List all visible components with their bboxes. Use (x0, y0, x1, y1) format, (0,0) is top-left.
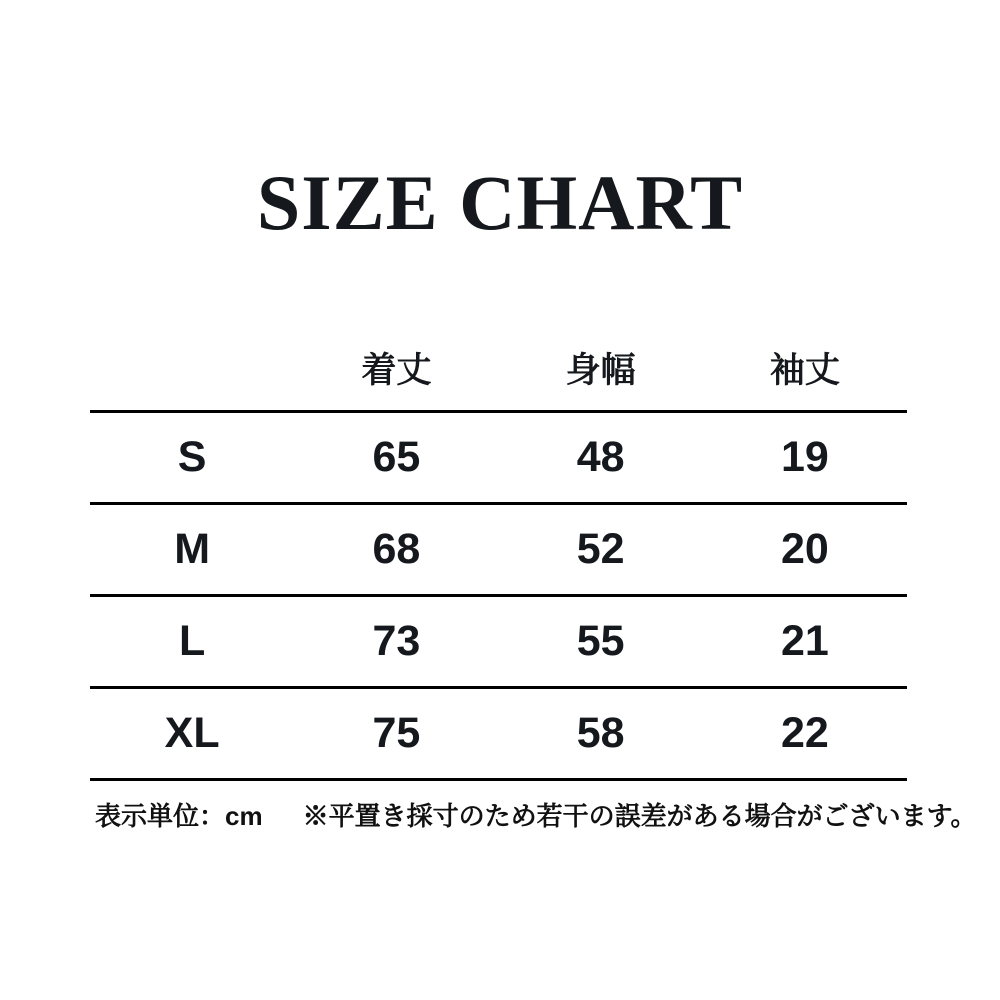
size-label: XL (164, 709, 220, 757)
sleeve-length-value: 22 (780, 709, 829, 757)
table-row-xl (90, 689, 907, 781)
sleeve-length-value: 20 (780, 525, 829, 573)
footer-notes (95, 796, 977, 833)
body-width-value: 48 (576, 433, 625, 481)
size-label: S (177, 433, 207, 481)
table-row-m (90, 505, 907, 597)
body-width-value: 58 (576, 709, 625, 757)
body-length-value: 75 (372, 709, 421, 757)
unit-note: 表示単位：cm (95, 801, 263, 831)
body-width-value: 52 (576, 525, 625, 573)
page-title: SIZE CHART (256, 159, 744, 246)
size-label: M (174, 525, 211, 573)
measurement-disclaimer: ※平置き採寸のため若干の誤差がある場合がございます。 (302, 801, 977, 831)
sleeve-length-value: 21 (780, 617, 829, 665)
body-length-value: 65 (372, 433, 421, 481)
table-row-l (90, 597, 907, 689)
sleeve-length-value: 19 (780, 433, 829, 481)
table-header-row (90, 330, 907, 413)
size-label: L (178, 617, 206, 665)
body-length-value: 68 (372, 525, 421, 573)
column-header-body-length: 着丈 (361, 350, 432, 390)
body-length-value: 73 (372, 617, 421, 665)
table-row-s (90, 413, 907, 505)
body-width-value: 55 (576, 617, 625, 665)
size-table (90, 330, 907, 781)
column-header-body-width: 身幅 (565, 350, 636, 390)
column-header-sleeve-length: 袖丈 (769, 350, 840, 390)
